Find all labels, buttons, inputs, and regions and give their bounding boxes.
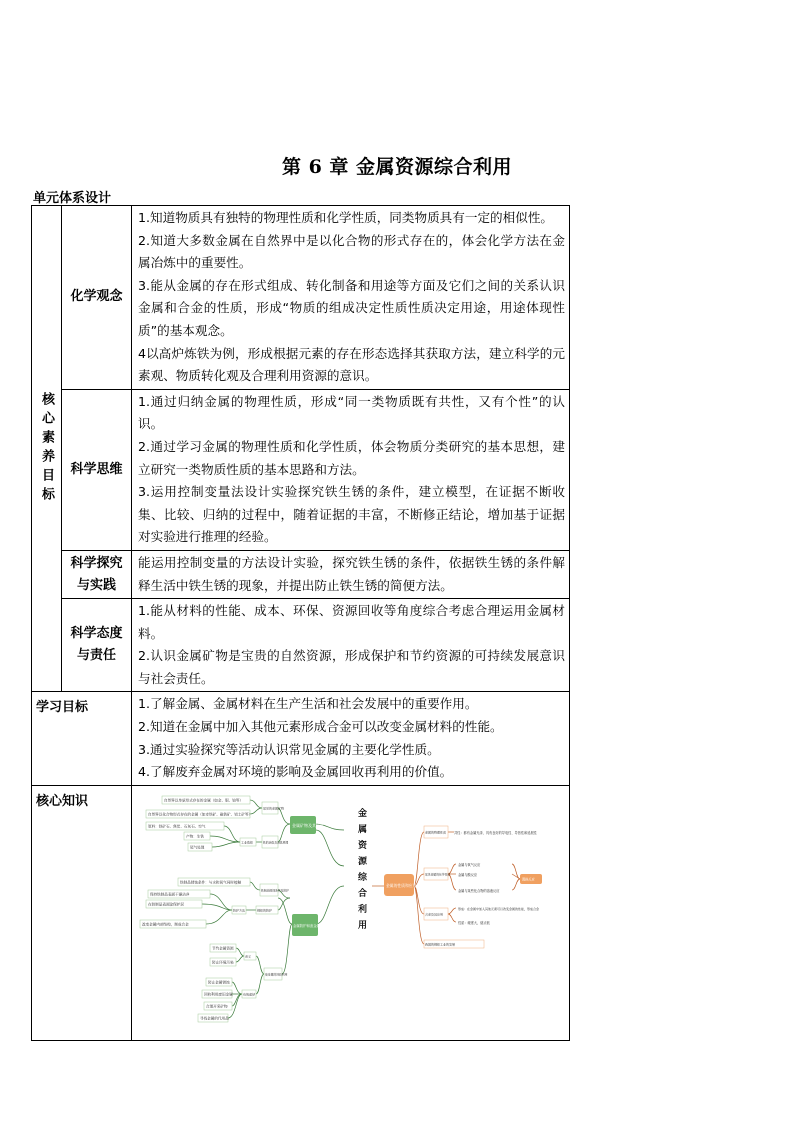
section-label-text: 科学态度与责任	[70, 626, 123, 664]
mm-ore-mid: 工业炼铁	[241, 840, 254, 845]
mm-ore-leaf: 自然界以单质形式存在的金属（如金、银、铂等）	[164, 798, 244, 803]
mm-recycle-leaf: 合理开采矿物	[206, 1004, 228, 1009]
section-item: 能运用控制变量的方法设计实验，探究铁生锈的条件，依据铁生锈的条件解释生活中铁生锈的现象，并提出防止铁生锈的简便方法。	[138, 554, 565, 593]
mm-ore-mid: 铁的冶炼及冶炼原理	[263, 840, 289, 845]
learning-goals-label: 学习目标	[32, 692, 132, 785]
mm-recycle-mid: 意义	[245, 954, 252, 959]
mm-ore-mid: 常见的金属矿物	[263, 806, 285, 811]
mm-prop-leaf: 性质：硬度大，熔点低	[458, 920, 490, 925]
core-knowledge-label: 核心知识	[32, 785, 132, 1040]
mm-prop-node: 常见金属的化学性质	[425, 872, 451, 877]
mm-recycle-leaf: 寻找金属的代用品	[200, 1016, 229, 1021]
mm-rust-leaf: 铁制品锈蚀条件：与水和氧气同时接触	[180, 880, 242, 885]
goal-item: 4.了解废弃金属对环境的影响及金属回收再利用的价值。	[138, 764, 453, 780]
mm-prop-node: 我国的钢铁工业的发展	[425, 942, 456, 947]
mm-prop-leaf: 金属与某些化合物的溶液反应	[458, 888, 500, 893]
section-item: 1.知道物质具有独特的物理性质和化学性质，同类物质具有一定的相似性。	[138, 210, 554, 225]
mm-recycle-leaf: 回收利用废旧金属	[204, 992, 233, 997]
learning-goals-content	[132, 692, 570, 785]
section-label-chem-concept: 化学观念	[62, 206, 132, 390]
section-item: 2.通过学习金属的物理性质和化学性质，体会物质分类研究的基本思想，建立研究一类物质性质的基本思路和方法。	[138, 438, 565, 477]
mm-recycle-leaf: 防止环境污染	[212, 960, 234, 965]
mm-rust-mid: 钢铁的防护	[257, 908, 273, 913]
core-knowledge-mindmap-cell	[132, 785, 570, 1040]
section-content-chem-concept	[132, 206, 570, 390]
section-content-sci-inquiry	[132, 550, 570, 598]
section-item: 2.认识金属矿物是宝贵的自然资源，形成保护和节约资源的可持续发展意识与社会责任。	[138, 648, 565, 686]
section-label-sci-attitude	[62, 599, 132, 692]
section-content-sci-attitude	[132, 599, 570, 692]
mm-recycle-mid: 废金属的回收利用	[265, 972, 288, 977]
mm-prop-leaf: 形成：在金属中加入其他元素可以改变金属的性能，形成合金	[458, 906, 540, 911]
mm-branch-props-text: 金属的性质和应用	[386, 882, 417, 888]
section-label-text: 科学探究与实践	[70, 555, 123, 593]
goal-item: 3.通过实验探究等活动认识常见金属的主要化学性质。	[138, 741, 440, 757]
goal-item: 2.知道在金属中加入其他元素形成合金可以改变金属材料的性能。	[138, 719, 503, 735]
section-item: 3.能从金属的存在形式组成、转化制备和用途等方面及它们之间的关系认识金属和合金的性质，形成“物质的组成决定性质性质决定用途，用途体现性质”的基本观念。	[138, 277, 565, 338]
mm-prop-node: 金属的物理性质	[425, 830, 447, 835]
mm-rust-mid: 防护方法	[233, 908, 246, 913]
mm-center-text: 金属资源综合利用	[358, 808, 368, 931]
section-item: 4以高炉炼铁为例，形成根据元素的存在形态选择其获取方法，建立科学的元素观、物质转化观及合理利用资源的意识。	[138, 345, 565, 384]
core-literacy-label: 核心素养目标	[39, 391, 54, 506]
mm-recycle-leaf: 防止金属锈蚀	[208, 980, 230, 985]
mm-ore-leaf: 自然界以化合物形式存在的金属（如赤铁矿、磁铁矿、铝土矿等）	[148, 812, 253, 817]
mm-ore-leaf: 尾气处理	[190, 845, 205, 850]
mm-rust-mid: 铁制品锈蚀条件及防护	[261, 888, 289, 893]
mm-prop-leaf: 金属与酸反应	[458, 872, 478, 877]
mindmap	[132, 786, 566, 1036]
section-label-sci-thinking: 科学思维	[62, 389, 132, 550]
section-item: 2.知道大多数金属在自然界中是以化合物的形式存在的，体会化学方法在金属冶炼中的重要性。	[138, 232, 565, 271]
mm-ore-leaf: 原料：铁矿石、焦炭、石灰石、空气	[148, 824, 206, 829]
design-table	[31, 205, 570, 1041]
section-content-sci-thinking	[132, 389, 570, 550]
section-item: 1.通过归纳金属的物理性质，形成“同一类物质既有共性，又有个性”的认识。	[138, 393, 565, 432]
mm-rust-leaf: 保持铁制品表面干燥洁净	[150, 892, 190, 897]
mm-prop-leaf: 共性：都有金属光泽，具有良好的导电性、导热性和延展性	[454, 830, 537, 835]
mm-rust-leaf: 改变金属内部结构，制成合金	[142, 922, 189, 927]
core-literacy-cell	[32, 206, 62, 692]
mm-recycle-leaf: 节约金属资源	[212, 946, 234, 951]
mm-rust-leaf: 在铁制品表面涂保护层	[148, 902, 184, 907]
mm-prop-leaf: 金属与氧气反应	[458, 862, 481, 867]
goal-item: 1.了解金属、金属材料在生产生活和社会发展中的重要作用。	[138, 696, 478, 712]
section-item: 3.运用控制变量法设计实验探究铁生锈的条件，建立模型，在证据不断收集、比较、归纳的过程中，随着证据的丰富，不断修正结论，增加基于证据对实验进行推理的经验。	[138, 484, 565, 545]
section-label-sci-inquiry	[62, 550, 132, 598]
mm-recycle-mid: 有效途径	[243, 992, 256, 997]
mm-center	[357, 807, 368, 931]
page-title: 第 6 章 金属资源综合利用	[281, 156, 513, 178]
mm-prop-leaf: 置换反应	[522, 877, 535, 882]
section-item: 1.能从材料的性能、成本、环保、资源回收等角度综合考虑合理运用金属材料。	[138, 603, 565, 641]
mm-branch-protect-text: 金属防护和废金属回收	[293, 923, 327, 928]
mm-prop-node: 合金及其应用	[425, 912, 444, 917]
mm-branch-ore-text: 金属矿物及其冶炼	[292, 822, 324, 828]
mm-ore-leaf: 产物：生铁	[186, 834, 204, 839]
unit-design-label: 单元体系设计	[33, 191, 112, 206]
